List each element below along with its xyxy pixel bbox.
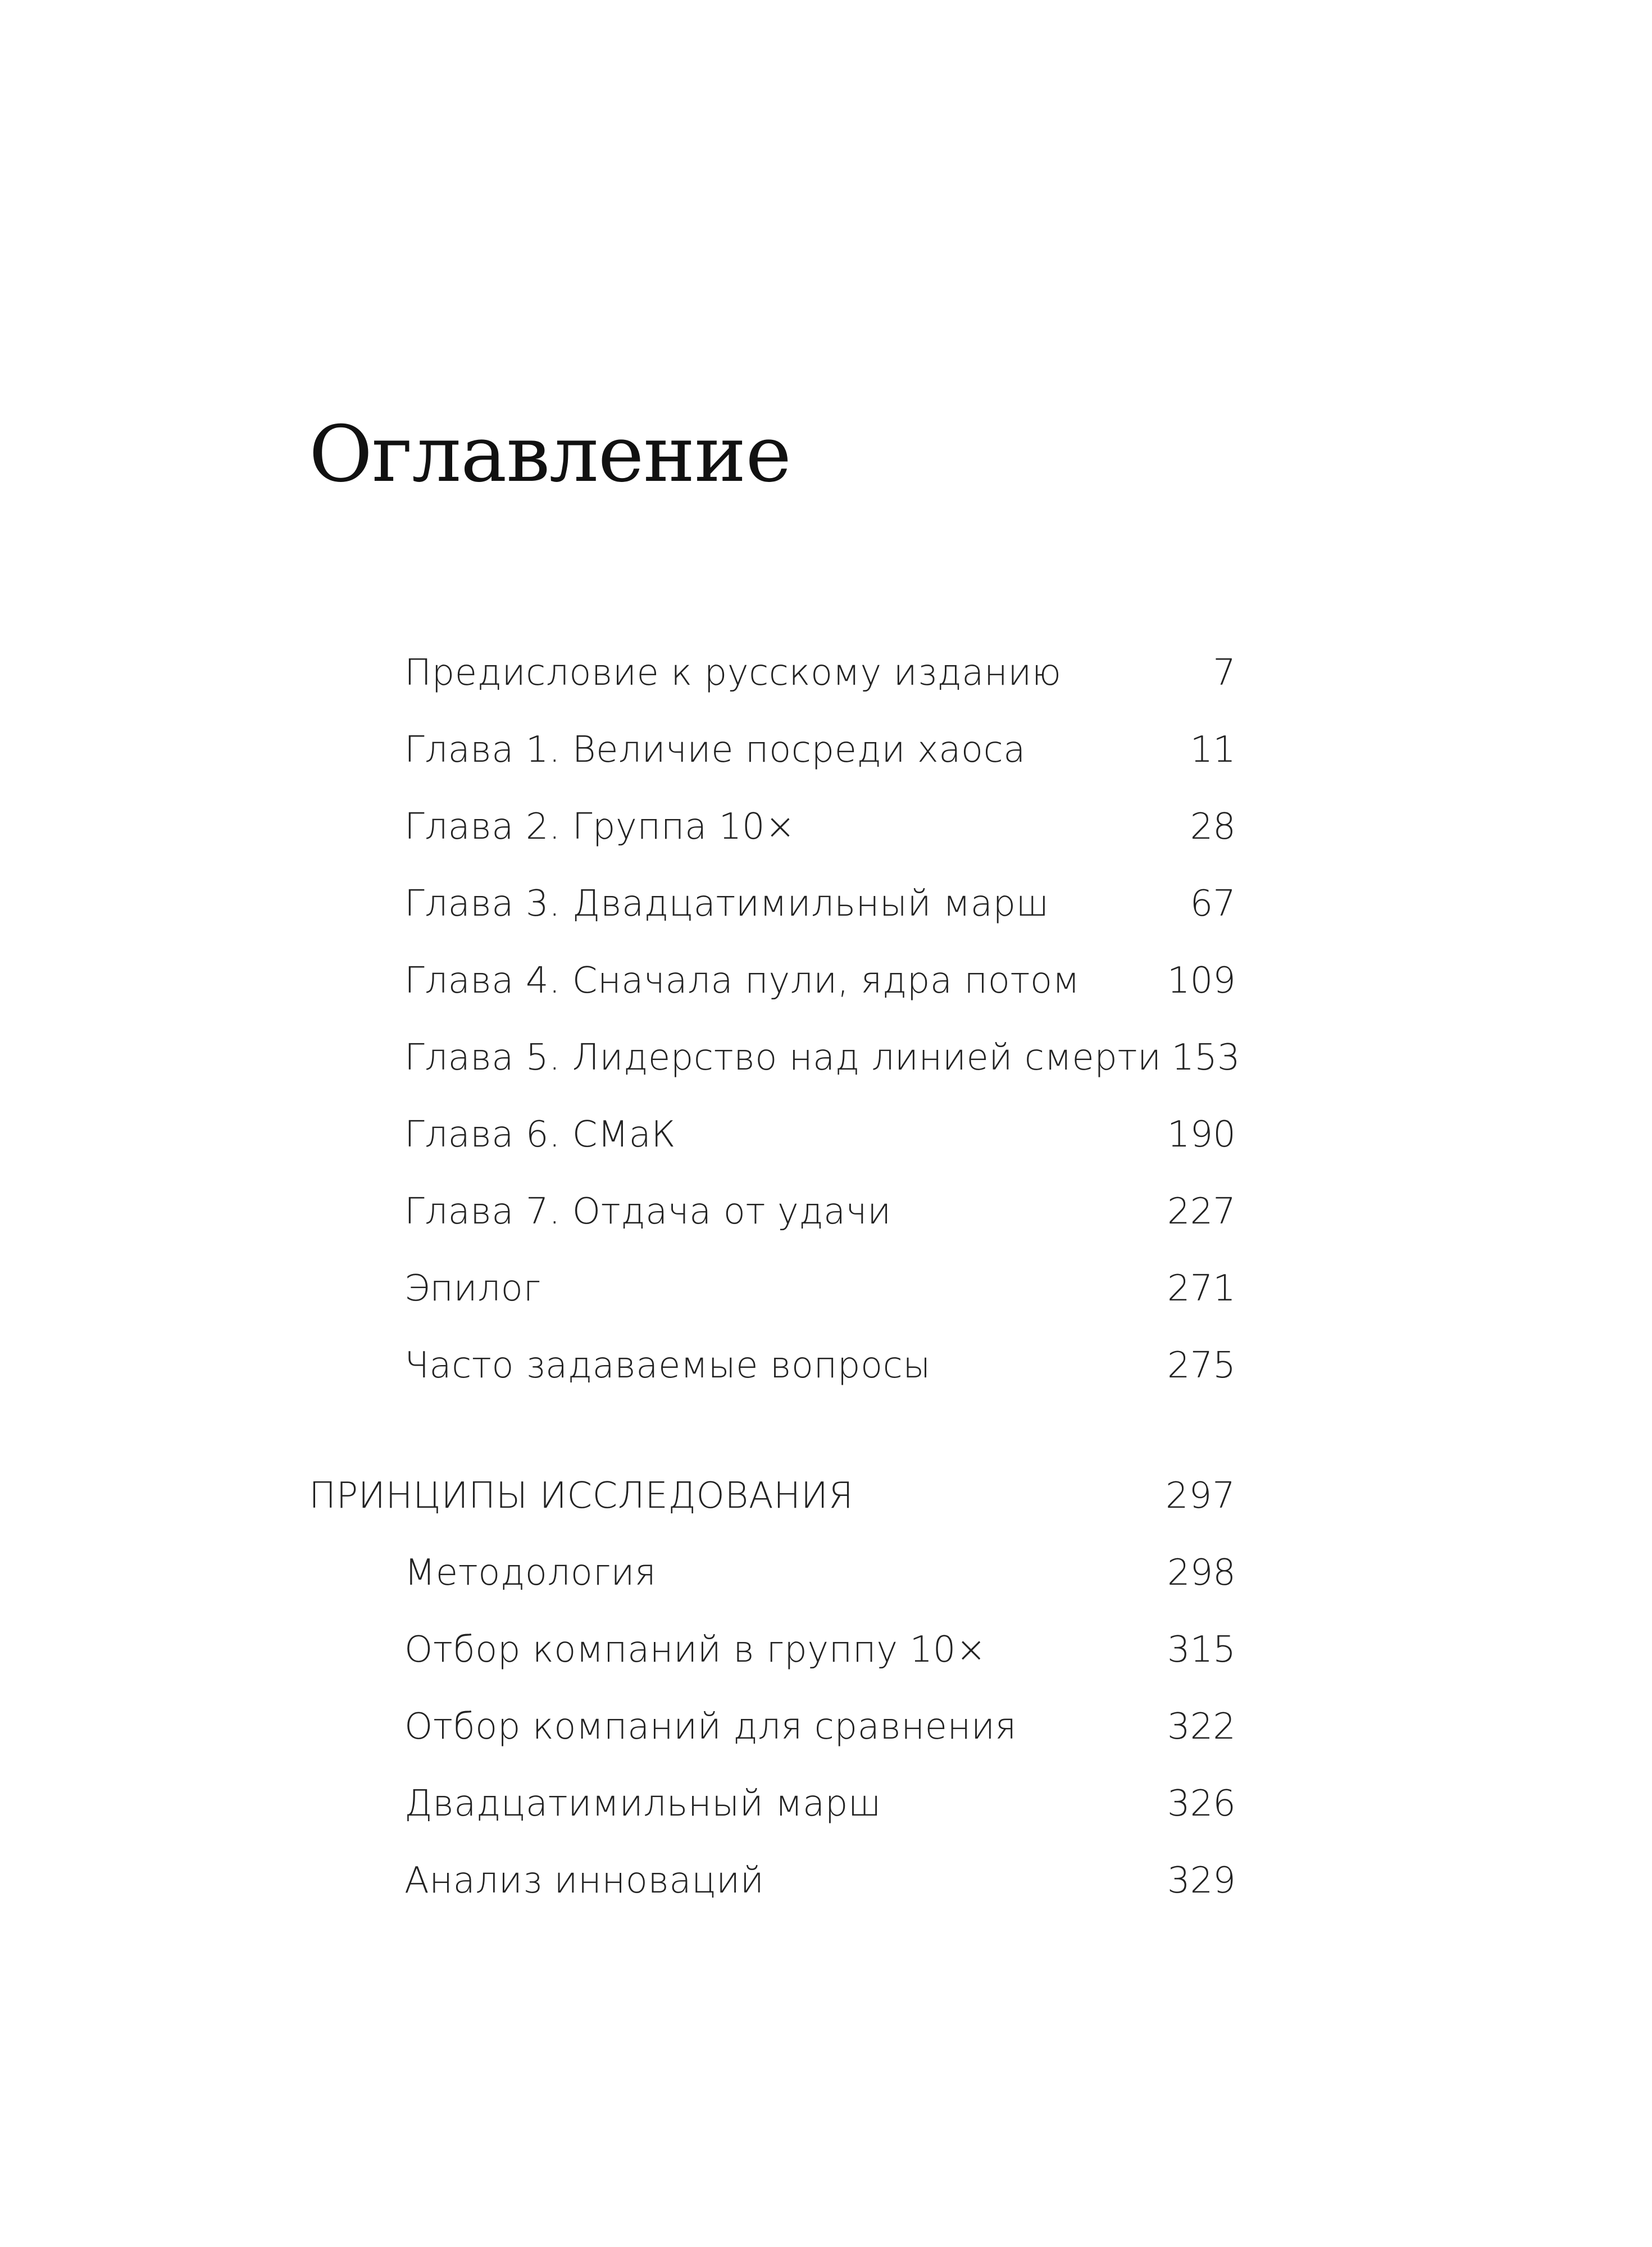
toc-entry-page: 329 [1167, 1860, 1236, 1902]
toc-entry-twenty-mile-march[interactable] [404, 1776, 1236, 1832]
toc-entry-label: Глава 1. Величие посреди хаоса [404, 729, 1026, 771]
toc-entry-preface[interactable] [404, 645, 1236, 701]
toc-entry-chapter-5[interactable] [404, 1030, 1240, 1086]
toc-entry-page: 298 [1167, 1552, 1236, 1594]
toc-entry-chapter-4[interactable] [404, 953, 1236, 1009]
toc-entry-page: 271 [1167, 1268, 1236, 1309]
toc-section-research-principles[interactable] [309, 1468, 1236, 1524]
toc-entry-page: 326 [1167, 1783, 1236, 1825]
toc-entry-label: Двадцатимильный марш [404, 1783, 881, 1825]
toc-entry-label: Глава 5. Лидерство над линией смерти [404, 1037, 1162, 1079]
toc-entry-page: 322 [1167, 1706, 1236, 1748]
toc-entry-chapter-1[interactable] [404, 722, 1236, 778]
toc-entry-label: Часто задаваемые вопросы [404, 1345, 931, 1386]
toc-entry-chapter-3[interactable] [404, 876, 1236, 932]
toc-entry-faq[interactable] [404, 1338, 1236, 1394]
toc-entry-label: Методология [404, 1552, 657, 1594]
toc-entry-10x-selection[interactable] [404, 1622, 1236, 1678]
toc-entry-label: Глава 4. Сначала пули, ядра потом [404, 960, 1080, 1002]
toc-entry-chapter-6[interactable] [404, 1107, 1236, 1163]
toc-entry-label: Глава 6. СМаК [404, 1114, 676, 1156]
toc-entry-label: Глава 7. Отдача от удачи [404, 1191, 891, 1232]
toc-section-page: 297 [1165, 1475, 1236, 1517]
toc-entry-chapter-7[interactable] [404, 1184, 1236, 1240]
toc-entry-label: Отбор компаний в группу 10× [404, 1629, 987, 1671]
toc-entry-comparison-selection[interactable] [404, 1699, 1236, 1755]
toc-entry-page: 227 [1167, 1191, 1236, 1232]
toc-entry-page: 11 [1190, 729, 1236, 771]
toc-entry-label: Глава 2. Группа 10× [404, 806, 796, 848]
toc-entry-page: 315 [1167, 1629, 1236, 1671]
toc-entry-page: 190 [1167, 1114, 1236, 1156]
toc-entry-chapter-2[interactable] [404, 799, 1236, 855]
toc-entry-label: Анализ инноваций [404, 1860, 764, 1902]
toc-entry-innovation-analysis[interactable] [404, 1853, 1236, 1909]
toc-entry-page: 109 [1167, 960, 1236, 1002]
toc-entry-page: 153 [1171, 1037, 1240, 1079]
toc-entry-methodology[interactable] [404, 1545, 1236, 1601]
toc-entry-label: Эпилог [404, 1268, 541, 1309]
toc-entry-epilogue[interactable] [404, 1261, 1236, 1317]
toc-entry-page: 67 [1190, 883, 1236, 925]
toc-entry-page: 275 [1167, 1345, 1236, 1386]
page-title: Оглавление [309, 409, 791, 499]
toc-entry-label: Отбор компаний для сравнения [404, 1706, 1017, 1748]
toc-entry-label: Глава 3. Двадцатимильный марш [404, 883, 1049, 925]
toc-entry-label: Предисловие к русскому изданию [404, 652, 1062, 694]
toc-entry-page: 7 [1213, 652, 1236, 694]
toc-entry-page: 28 [1190, 806, 1236, 848]
toc-section-label: ПРИНЦИПЫ ИССЛЕДОВАНИЯ [309, 1475, 854, 1517]
